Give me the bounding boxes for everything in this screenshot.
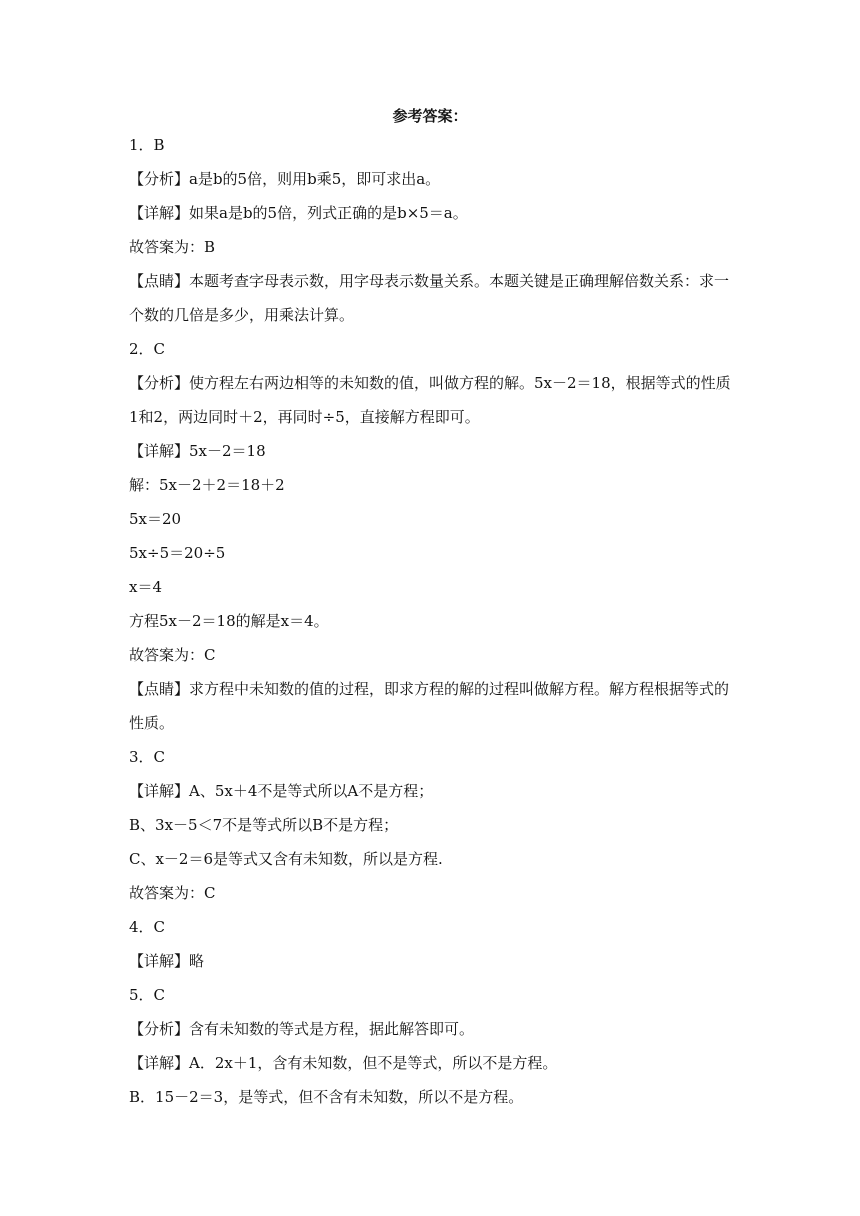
text-line: 5．C (129, 986, 166, 1004)
text-line: 【详解】5x－2＝18 (129, 442, 266, 460)
text-line: 【点睛】本题考查字母表示数，用字母表示数量关系。本题关键是正确理解倍数关系：求一 (129, 272, 730, 290)
text-line: 故答案为：B (129, 238, 216, 256)
text-line: 2．C (129, 340, 166, 358)
text-line: 【分析】含有未知数的等式是方程，据此解答即可。 (129, 1020, 475, 1038)
text-line: B．15－2＝3，是等式，但不含有未知数，所以不是方程。 (129, 1088, 524, 1106)
page-title: 参考答案： (392, 107, 468, 125)
text-line: 1．B (129, 136, 165, 154)
text-line: 【分析】使方程左右两边相等的未知数的值，叫做方程的解。5x－2＝18，根据等式的性质 (129, 374, 731, 392)
text-line: 【详解】如果a是b的5倍，列式正确的是b×5＝a。 (129, 204, 468, 222)
text-line: 故答案为：C (129, 884, 216, 902)
text-line: 【详解】A．2x＋1，含有未知数，但不是等式，所以不是方程。 (129, 1054, 558, 1072)
text-line: 4．C (129, 918, 166, 936)
text-line: 【点睛】求方程中未知数的值的过程，即求方程的解的过程叫做解方程。解方程根据等式的 (129, 680, 730, 698)
text-line: B、3x－5＜7不是等式所以B不是方程； (129, 816, 399, 834)
text-line: 5x÷5＝20÷5 (129, 544, 226, 562)
text-line: 方程5x－2＝18的解是x＝4。 (129, 612, 329, 630)
text-line: 【详解】A、5x＋4不是等式所以A不是方程； (129, 782, 434, 800)
text-line: 【分析】a是b的5倍，则用b乘5，即可求出a。 (129, 170, 441, 188)
text-line: 性质。 (129, 714, 175, 732)
text-line: 1和2，两边同时＋2，再同时÷5，直接解方程即可。 (129, 408, 480, 426)
text-line: 解：5x－2＋2＝18＋2 (129, 476, 285, 494)
text-line: 5x＝20 (129, 510, 182, 528)
text-line: 【详解】略 (129, 952, 205, 970)
text-line: 个数的几倍是多少，用乘法计算。 (129, 306, 355, 324)
text-line: 3．C (129, 748, 166, 766)
text-line: x＝4 (129, 578, 163, 596)
text-line: C、x－2＝6是等式又含有未知数，所以是方程. (129, 850, 443, 868)
text-line: 故答案为：C (129, 646, 216, 664)
answer-lines (129, 135, 741, 1121)
